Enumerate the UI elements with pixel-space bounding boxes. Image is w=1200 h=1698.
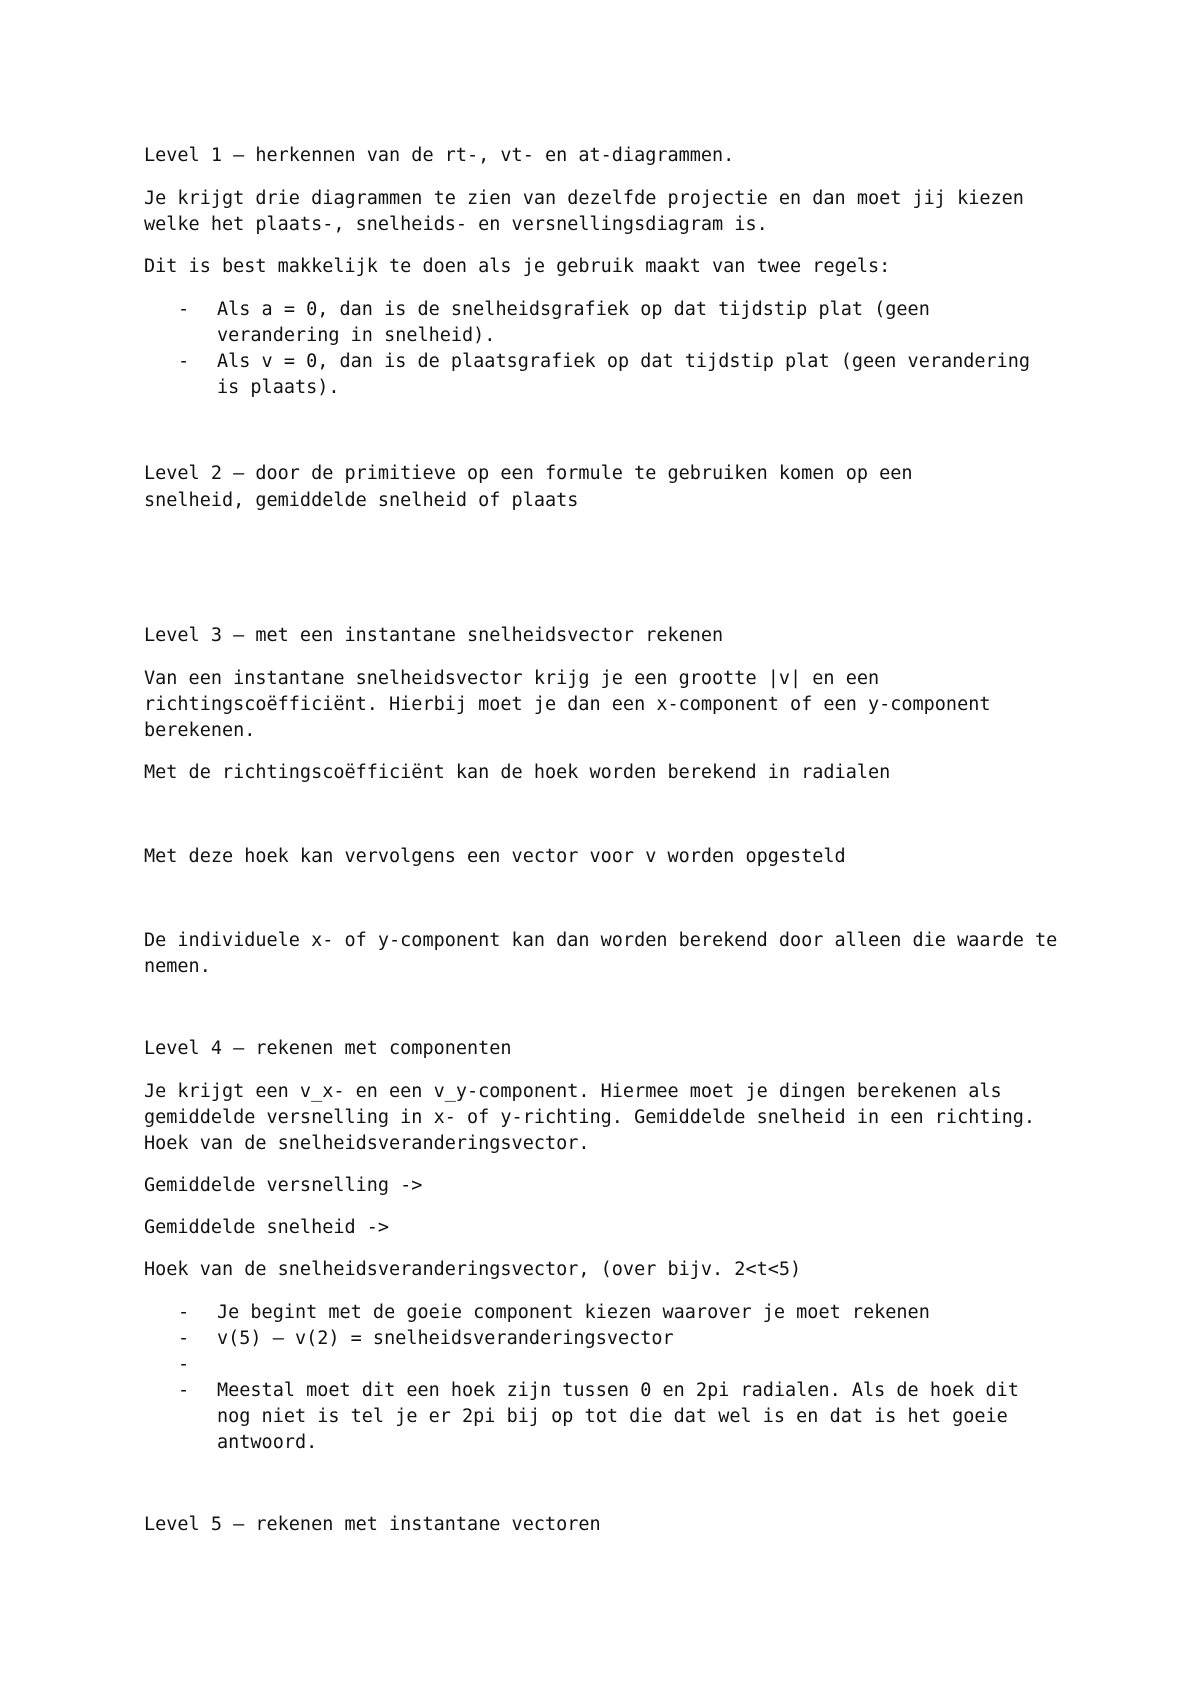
level4-paragraph: Gemiddelde versnelling ->: [144, 1175, 423, 1196]
level4-bullet-line: v(5) – v(2) = snelheidsveranderingsvector: [217, 1328, 674, 1349]
level3-paragraph-line: De individuele x- of y-component kan dan worden berekend door alleen die waarde te: [144, 930, 1058, 951]
level3-paragraph: Met deze hoek kan vervolgens een vector voor v worden opgesteld: [144, 846, 846, 867]
bullet-dash: -: [178, 1328, 190, 1349]
level4-bullet-line: antwoord.: [217, 1432, 318, 1453]
level3-paragraph-line: nemen.: [144, 956, 211, 977]
level3-heading: Level 3 – met een instantane snelheidsvector rekenen: [144, 625, 724, 646]
level4-heading: Level 4 – rekenen met componenten: [144, 1038, 512, 1059]
level4-bullet-line: Meestal moet dit een hoek zijn tussen 0 en 2pi radialen. Als de hoek dit: [217, 1380, 1019, 1401]
level4-bullet-line: Je begint met de goeie component kiezen waarover je moet rekenen: [217, 1302, 930, 1323]
level1-paragraph-line: welke het plaats-, snelheids- en versnellingsdiagram is.: [144, 214, 768, 235]
level1-bullet-line: Als v = 0, dan is de plaatsgrafiek op dat tijdstip plat (geen verandering: [217, 351, 1031, 372]
level1-heading: Level 1 – herkennen van de rt-, vt- en at-diagrammen.: [144, 145, 735, 166]
level2-heading-line: snelheid, gemiddelde snelheid of plaats: [144, 490, 579, 511]
level1-bullet-line: verandering in snelheid).: [217, 325, 496, 346]
level4-paragraph-line: Je krijgt een v_x- en een v_y-component. Hiermee moet je dingen berekenen als: [144, 1081, 1002, 1102]
level1-bullet-line: is plaats).: [217, 377, 340, 398]
bullet-dash: -: [178, 299, 190, 320]
level2-heading-line: Level 2 – door de primitieve op een formule te gebruiken komen op een: [144, 463, 913, 484]
level4-paragraph: Hoek van de snelheidsveranderingsvector, (over bijv. 2<t<5): [144, 1259, 802, 1280]
level1-paragraph: Dit is best makkelijk te doen als je gebruik maakt van twee regels:: [144, 256, 891, 277]
bullet-dash: -: [178, 351, 190, 372]
level3-paragraph-line: berekenen.: [144, 720, 256, 741]
level3-paragraph-line: Van een instantane snelheidsvector krijg je een grootte |v| en een: [144, 668, 880, 689]
level4-bullet-line: nog niet is tel je er 2pi bij op tot die dat wel is en dat is het goeie: [217, 1406, 1008, 1427]
level3-paragraph-line: richtingscoëfficiënt. Hierbij moet je dan een x-component of een y-component: [144, 694, 991, 715]
bullet-dash: -: [178, 1380, 190, 1401]
bullet-dash: -: [178, 1354, 190, 1375]
bullet-dash: -: [178, 1302, 190, 1323]
level1-bullet-line: Als a = 0, dan is de snelheidsgrafiek op dat tijdstip plat (geen: [217, 299, 930, 320]
level4-paragraph-line: Hoek van de snelheidsveranderingsvector.: [144, 1133, 590, 1154]
level3-paragraph: Met de richtingscoëfficiënt kan de hoek worden berekend in radialen: [144, 762, 891, 783]
level4-paragraph: Gemiddelde snelheid ->: [144, 1217, 390, 1238]
level4-paragraph-line: gemiddelde versnelling in x- of y-richting. Gemiddelde snelheid in een richting.: [144, 1107, 1036, 1128]
level1-paragraph-line: Je krijgt drie diagrammen te zien van dezelfde projectie en dan moet jij kiezen: [144, 188, 1024, 209]
level5-heading: Level 5 – rekenen met instantane vectoren: [144, 1514, 601, 1535]
